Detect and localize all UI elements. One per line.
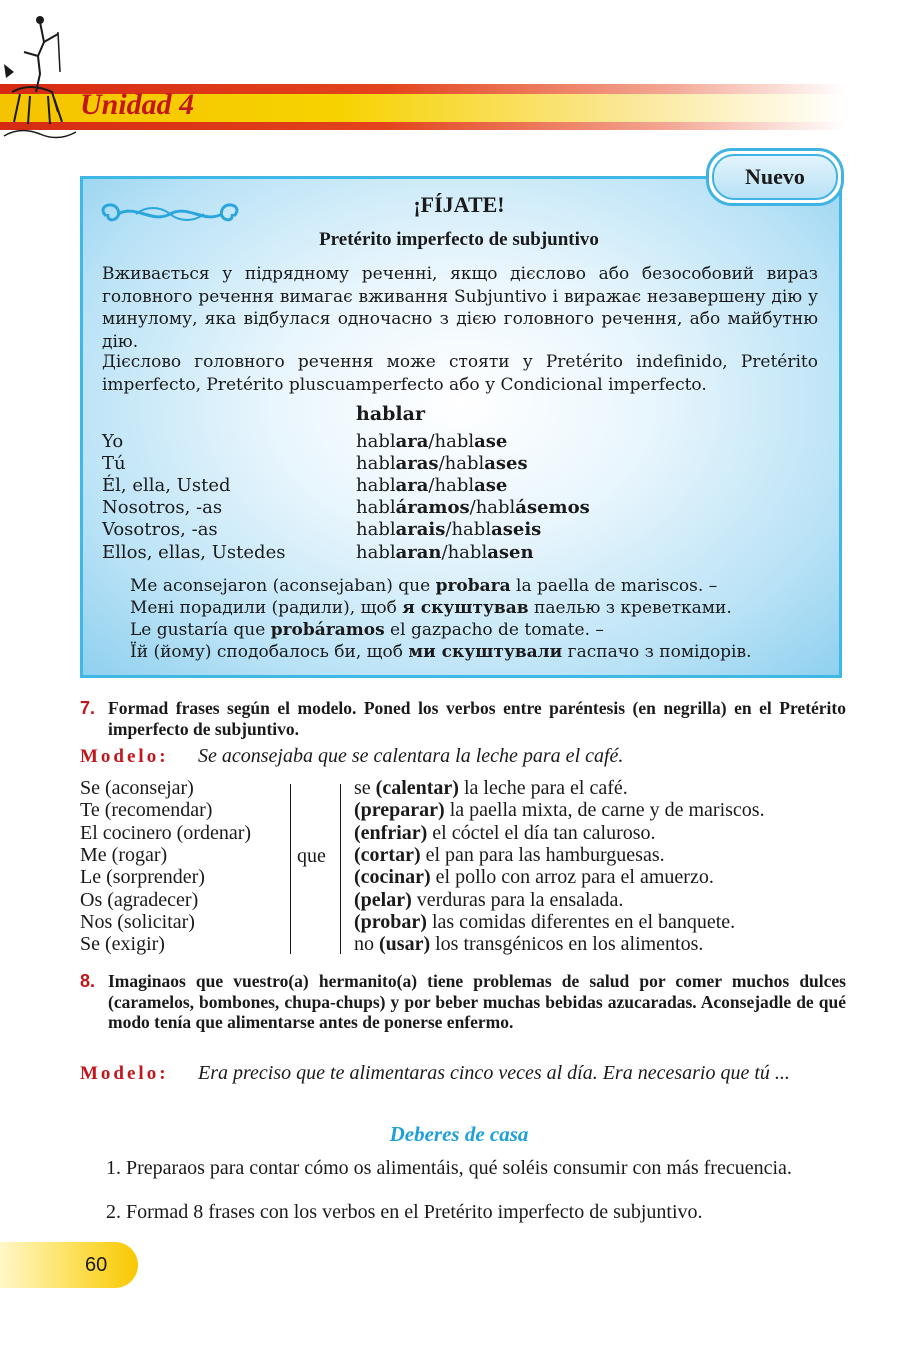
- grammar-explanation-2: Дієслово головного речення може стояти у Pretérito indefinido, Pretérito imperfecto, Pretérito pluscuamperfecto або у Condicional imperfecto.: [102, 352, 818, 395]
- verb-in-parentheses: (pelar): [354, 888, 412, 911]
- verb-in-parentheses: (cocinar): [354, 866, 431, 889]
- example-line: Їй (йому) сподобалось би, щоб ми скуштували гаспачо з помідорів.: [130, 642, 752, 662]
- table-cell-clause: [354, 933, 703, 956]
- exercise-8-modelo-text: Era preciso que te alimentaras cinco veces al día. Era necesario que tú ...: [198, 1062, 790, 1084]
- table-row: [80, 844, 850, 866]
- table-cell-clause: [354, 799, 765, 822]
- conjugation-ending: ase: [474, 475, 508, 496]
- exercise-8-modelo-label: Modelo:: [80, 1063, 169, 1084]
- conjugation-stem: habl: [356, 431, 396, 452]
- conjugation-ending: ásemos: [515, 497, 590, 518]
- table-row: [80, 777, 850, 799]
- exercise-7-modelo-label: Modelo:: [80, 746, 169, 767]
- verb-in-parentheses: (cortar): [354, 843, 421, 866]
- clause-text: el cóctel el día tan caluroso.: [427, 821, 656, 844]
- conjugation-pronoun: Tú: [102, 453, 126, 474]
- clause-text: se: [354, 777, 376, 799]
- exercise-8-instruction: Imaginaos que vuestro(a) hermanito(a) tiene problemas de salud por comer muchos dulces (caramelos, bombones, chupa-chups) y por beber muchas bebidas azucaradas. Aconsejadle de qué modo tenía que alimentarse antes de ponerse enfermo.: [108, 971, 846, 1032]
- table-row: [80, 866, 850, 888]
- fijate-title: ¡FÍJATE!: [413, 192, 505, 217]
- table-cell-clause: [354, 911, 735, 934]
- grammar-explanation-1: Вживається у підрядному реченні, якщо дієслово або безособовий вираз головного речення вимагає вживання Subjuntivo і виражає незавершену дію у минулому, яка відбулася одночасно з дією головного речення, або майбутню дію.: [102, 264, 818, 352]
- conjugation-ending: ases: [484, 453, 528, 474]
- exercise-8-number: 8.: [80, 971, 96, 991]
- clause-text: no: [354, 933, 379, 956]
- table-row: [80, 933, 850, 955]
- table-cell-clause: [354, 844, 665, 867]
- example-line: Le gustaría que probáramos el gazpacho de tomate. –: [130, 620, 604, 640]
- example-line: Me aconsejaron (aconsejaban) que probara la paella de mariscos. –: [130, 576, 718, 596]
- homework-title: Deberes de casa: [389, 1122, 529, 1146]
- table-divider-left: [290, 784, 291, 954]
- conjugation-pronoun: Ellos, ellas, Ustedes: [102, 542, 286, 563]
- table-cell-clause: [354, 822, 656, 845]
- table-cell-subject: El cocinero (ordenar): [80, 821, 252, 844]
- exercise-7-number: 7.: [80, 698, 96, 718]
- unit-header-stripe-bottom: [0, 122, 846, 130]
- nuevo-label: Nuevo: [712, 154, 838, 200]
- verb-in-parentheses: (probar): [354, 910, 427, 933]
- table-cell-subject: Te (recomendar): [80, 799, 213, 822]
- conjugation-stem: habl: [356, 519, 396, 540]
- clause-text: verduras para la ensalada.: [411, 888, 624, 911]
- page-number-badge: [0, 1242, 138, 1288]
- table-row: [80, 799, 850, 821]
- table-cell-subject: Os (agradecer): [80, 888, 199, 911]
- conjugation-form: hablaras/hablases: [356, 453, 528, 474]
- conjugation-ending: áramos: [395, 497, 470, 518]
- clause-text: la paella mixta, de carne y de mariscos.: [444, 799, 765, 822]
- conjugation-pronoun: Él, ella, Usted: [102, 475, 231, 496]
- table-cell-subject: Se (exigir): [80, 933, 165, 956]
- fijate-subtitle: Pretérito imperfecto de subjuntivo: [319, 229, 599, 250]
- table-cell-subject: Nos (solicitar): [80, 910, 195, 933]
- conjugation-pronoun: Nosotros, -as: [102, 497, 223, 518]
- conjugation-stem: habl: [434, 475, 475, 496]
- conjugation-stem: habl: [356, 453, 396, 474]
- conjugation-stem: habl: [356, 497, 396, 518]
- conjugation-ending: asen: [487, 542, 534, 563]
- conjugation-pronoun: Vosotros, -as: [102, 519, 218, 540]
- conjugation-stem: habl: [356, 542, 396, 563]
- unit-title: Unidad 4: [80, 88, 195, 121]
- clause-text: la leche para el café.: [458, 777, 628, 799]
- table-cell-subject: Le (sorprender): [80, 866, 205, 889]
- exercise-7-instruction: Formad frases según el modelo. Poned los verbos entre paréntesis (en negrilla) en el Pretérito imperfecto de subjuntivo.: [108, 698, 846, 739]
- clause-text: las comidas diferentes en el banquete.: [426, 910, 736, 933]
- table-divider-right: [340, 784, 341, 954]
- conjugation-ending: aran: [395, 542, 442, 563]
- clause-text: el pan para las hamburguesas.: [420, 843, 665, 866]
- table-cell-clause: [354, 866, 714, 889]
- homework-item-1: 1. Preparaos para contar cómo os alimentáis, qué soléis consumir con más frecuencia.: [106, 1157, 792, 1179]
- conjugation-stem: habl: [434, 431, 475, 452]
- conjugation-ending: arais: [395, 519, 446, 540]
- verb-in-parentheses: (calentar): [375, 777, 459, 799]
- conjugation-form: hablaran/hablasen: [356, 542, 534, 563]
- conjugation-ending: ara: [395, 431, 429, 452]
- homework-item-2: 2. Formad 8 frases con los verbos en el Pretérito imperfecto de subjuntivo.: [106, 1201, 703, 1223]
- conjugation-stem: habl: [451, 519, 492, 540]
- conjugation-verb: hablar: [356, 403, 425, 425]
- exercise-7-connector: que: [297, 845, 326, 867]
- conjugation-stem: habl: [444, 453, 485, 474]
- don-quixote-illustration: [0, 12, 80, 150]
- table-cell-clause: [354, 889, 623, 912]
- example-line: Мені порадили (радили), щоб я скуштував паелью з креветками.: [130, 598, 732, 618]
- conjugation-form: hablara/hablase: [356, 475, 508, 496]
- table-cell-clause: [354, 777, 628, 800]
- exercise-7-modelo-text: Se aconsejaba que se calentara la leche para el café.: [198, 745, 624, 767]
- conjugation-form: habláramos/hablásemos: [356, 497, 590, 518]
- table-row: [80, 822, 850, 844]
- conjugation-stem: habl: [475, 497, 516, 518]
- verb-in-parentheses: (enfriar): [354, 821, 428, 844]
- conjugation-stem: habl: [447, 542, 488, 563]
- page-number: 60: [85, 1254, 108, 1276]
- conjugation-form: hablarais/hablaseis: [356, 519, 542, 540]
- conjugation-ending: ase: [474, 431, 508, 452]
- conjugation-pronoun: Yo: [102, 431, 124, 452]
- conjugation-ending: aras: [395, 453, 439, 474]
- table-row: [80, 911, 850, 933]
- conjugation-ending: ara: [395, 475, 429, 496]
- table-cell-subject: Se (aconsejar): [80, 777, 194, 799]
- conjugation-ending: aseis: [491, 519, 542, 540]
- conjugation-stem: habl: [356, 475, 396, 496]
- verb-in-parentheses: (usar): [379, 933, 431, 956]
- clause-text: el pollo con arroz para el amuerzo.: [430, 866, 714, 889]
- conjugation-form: hablara/hablase: [356, 431, 508, 452]
- verb-in-parentheses: (preparar): [354, 799, 445, 822]
- clause-text: los transgénicos en los alimentos.: [430, 933, 704, 956]
- table-row: [80, 889, 850, 911]
- table-cell-subject: Me (rogar): [80, 843, 168, 866]
